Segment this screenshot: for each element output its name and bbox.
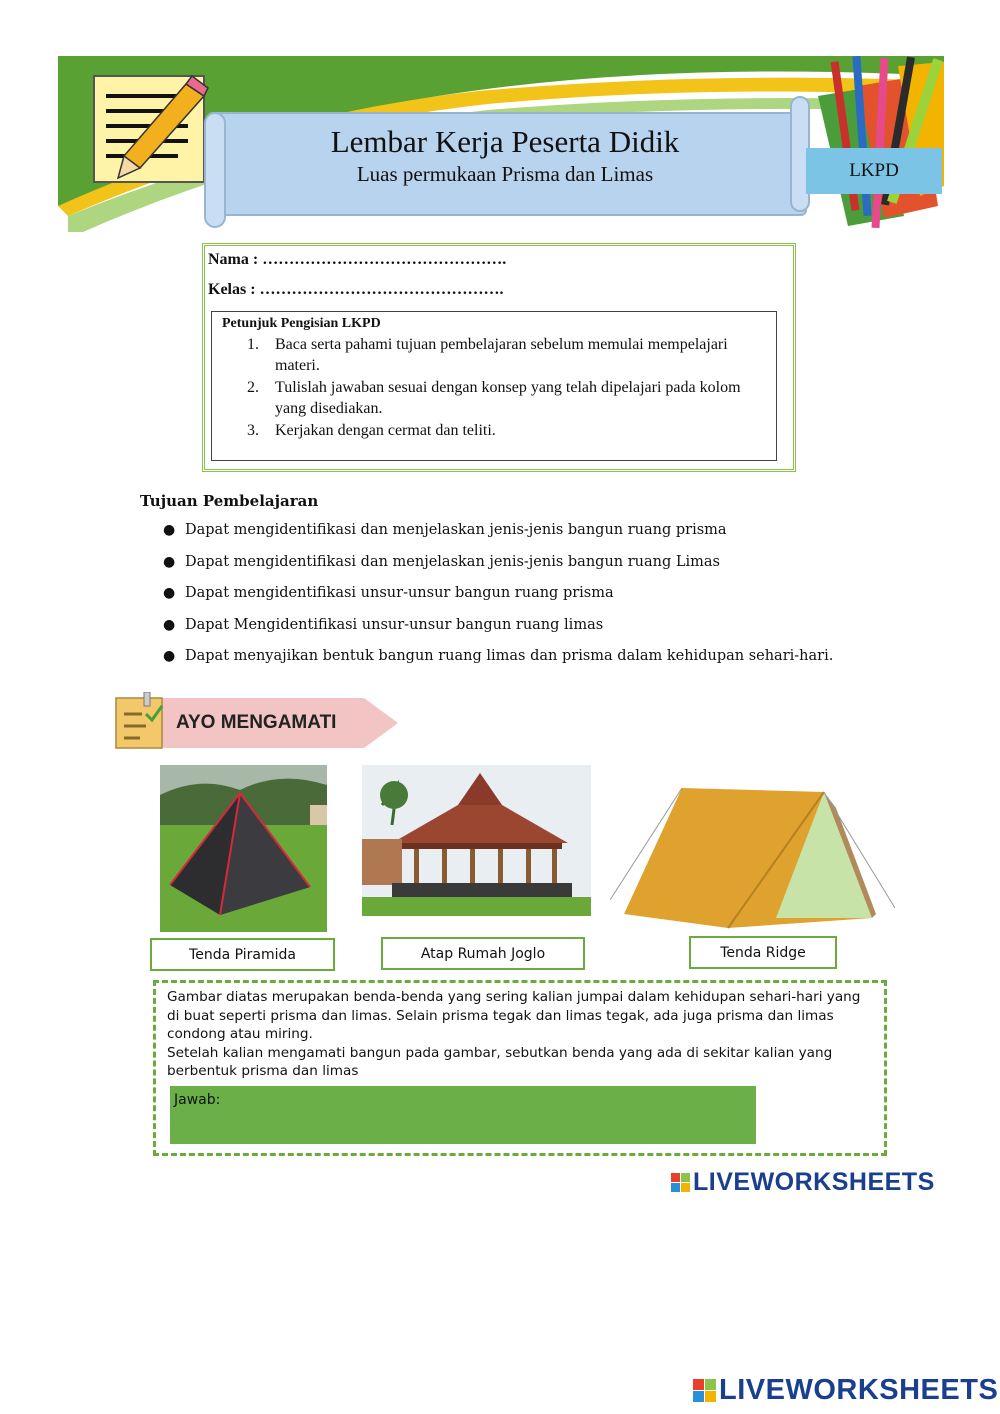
description-paragraph-1: Gambar diatas merupakan benda-benda yang sering kalian jumpai dalam kehidupan sehari-hari yang di buat seperti prisma dan limas. Selain prisma tegak dan limas tegak, ada juga prisma dan limas condong atau miring. <box>167 989 861 1042</box>
answer-input[interactable] <box>170 1086 756 1144</box>
caption-atap-rumah-joglo: Atap Rumah Joglo <box>381 937 585 970</box>
name-field-label: Nama : ………………………………………. <box>208 251 507 268</box>
caption-tenda-ridge: Tenda Ridge <box>689 936 837 969</box>
clipboard-check-icon <box>116 692 162 748</box>
ayo-mengamati-label: AYO MENGAMATI <box>176 712 337 733</box>
list-item: 3. Kerjakan dengan cermat dan teliti. <box>247 422 496 439</box>
ridge-tent-image <box>610 778 895 933</box>
list-item: ● Dapat mengidentifikasi unsur-unsur bangun ruang prisma <box>163 585 614 601</box>
scroll-curl-left <box>204 112 226 228</box>
joglo-roof-image <box>362 765 591 916</box>
pyramid-tent-image <box>160 765 327 932</box>
class-field-label: Kelas : ………………………………………. <box>208 281 504 298</box>
liveworksheets-icon <box>693 1379 716 1402</box>
description-text <box>167 988 873 1081</box>
goals-title: Tujuan Pembelajaran <box>140 492 319 510</box>
instructions-title: Petunjuk Pengisian LKPD <box>222 316 381 331</box>
bullet-icon: ● <box>163 585 176 601</box>
list-item: 2. Tulislah jawaban sesuai dengan konsep yang telah dipelajari pada kolom yang disediakan. <box>247 379 741 417</box>
list-item: ● Dapat mengidentifikasi dan menjelaskan jenis-jenis bangun ruang Limas <box>163 553 720 570</box>
list-item: ● Dapat Mengidentifikasi unsur-unsur bangun ruang limas <box>163 616 604 633</box>
bullet-icon: ● <box>163 553 176 570</box>
goals-list <box>163 522 883 680</box>
list-item: ● Dapat mengidentifikasi dan menjelaskan jenis-jenis bangun ruang prisma <box>163 522 727 538</box>
bullet-icon: ● <box>163 522 176 538</box>
instructions-list <box>247 334 771 442</box>
notepad-pencil-icon <box>94 76 208 182</box>
liveworksheets-logo-mid: LIVEWORKSHEETS <box>671 1168 935 1197</box>
bullet-icon: ● <box>163 648 176 664</box>
list-item: 1. Baca serta pahami tujuan pembelajaran sebelum memulai mempelajari materi. <box>247 336 728 374</box>
stationery-cluster-icon <box>818 56 944 228</box>
liveworksheets-icon <box>671 1173 690 1192</box>
description-paragraph-2: Setelah kalian mengamati bangun pada gambar, sebutkan benda yang ada di sekitar kalian yang berbentuk prisma dan limas <box>167 1044 833 1079</box>
page-subtitle: Luas permukaan Prisma dan Limas <box>356 162 654 186</box>
bullet-icon: ● <box>163 616 176 633</box>
page-title: Lembar Kerja Peserta Didik <box>330 124 680 159</box>
lkpd-tab: LKPD <box>806 148 942 194</box>
liveworksheets-logo-footer: LIVEWORKSHEETS <box>693 1374 998 1407</box>
list-item: ● Dapat menyajikan bentuk bangun ruang limas dan prisma dalam kehidupan sehari-hari. <box>163 648 834 664</box>
caption-tenda-piramida: Tenda Piramida <box>150 938 335 971</box>
answer-label: Jawab: <box>174 1092 221 1108</box>
